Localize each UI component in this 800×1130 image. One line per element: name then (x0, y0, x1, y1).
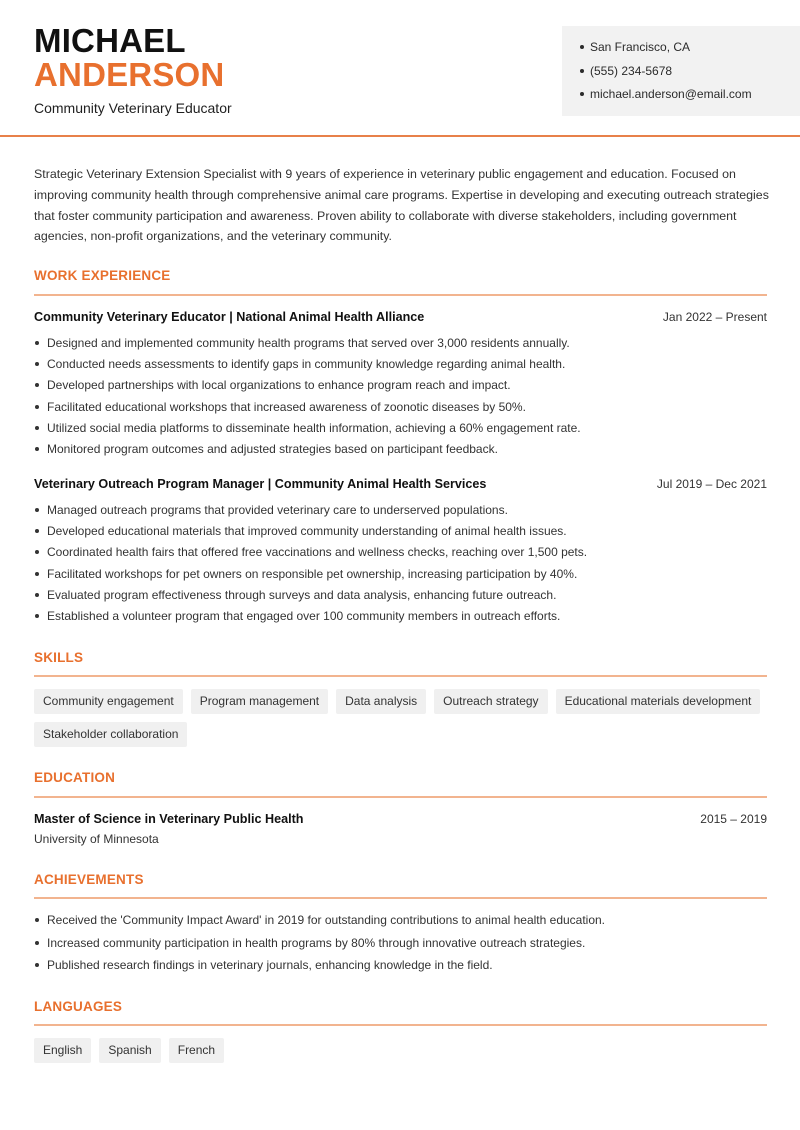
candidate-name (34, 24, 224, 91)
skill-tag: Data analysis (336, 689, 426, 714)
first-name: MICHAEL (34, 22, 186, 59)
list-item: Evaluated program effectiveness through surveys and data analysis, enhancing future outreach. (34, 588, 769, 609)
list-item: Published research findings in veterinary journals, enhancing knowledge in the field. (34, 958, 769, 981)
professional-summary: Strategic Veterinary Extension Specialist with 9 years of experience in veterinary public engagement and education. Focused on improving community health through comprehensive animal care programs. Expertise in developing and executing outreach strategies that foster community participation and awareness. Proven ability to collaborate with diverse stakeholders, including government agencies, non-profit organizations, and the veterinary community. (34, 167, 769, 244)
contact-email: michael.anderson@email.com (580, 87, 800, 111)
resume-header (0, 0, 800, 137)
contact-location: San Francisco, CA (580, 40, 800, 64)
section-title-achievements: ACHIEVEMENTS (34, 872, 144, 887)
skill-tag: Stakeholder collaboration (34, 722, 187, 747)
section-divider (34, 897, 767, 899)
section-divider (34, 675, 767, 677)
list-item: Developed partnerships with local organizations to enhance program reach and impact. (34, 378, 769, 399)
skills-list (34, 689, 769, 747)
achievements-list (34, 913, 769, 981)
education-dates: 2015 – 2019 (700, 812, 767, 826)
section-title-skills: SKILLS (34, 650, 84, 665)
contact-phone: (555) 234-5678 (580, 64, 800, 88)
language-tag: Spanish (99, 1038, 160, 1063)
job-dates: Jul 2019 – Dec 2021 (656, 477, 767, 491)
section-divider (34, 294, 767, 296)
list-item: Conducted needs assessments to identify gaps in community knowledge regarding animal health. (34, 357, 769, 378)
job-dates: Jan 2022 – Present (662, 310, 767, 324)
job-bullets (34, 336, 769, 463)
contact-box (562, 26, 800, 116)
education-school: University of Minnesota (34, 832, 159, 846)
language-tag: English (34, 1038, 91, 1063)
language-tag: French (169, 1038, 224, 1063)
section-divider (34, 1024, 767, 1026)
education-degree: Master of Science in Veterinary Public Health (34, 812, 304, 826)
skill-tag: Program management (191, 689, 328, 714)
section-title-work: WORK EXPERIENCE (34, 268, 171, 283)
list-item: Coordinated health fairs that offered free vaccinations and wellness checks, reaching over 1,500 pets. (34, 545, 769, 566)
skill-tag: Outreach strategy (434, 689, 547, 714)
job-heading: Veterinary Outreach Program Manager | Community Animal Health Services (34, 477, 487, 491)
list-item: Managed outreach programs that provided veterinary care to underserved populations. (34, 503, 769, 524)
list-item: Designed and implemented community health programs that served over 3,000 residents annually. (34, 336, 769, 357)
skill-tag: Educational materials development (556, 689, 761, 714)
list-item: Facilitated workshops for pet owners on responsible pet ownership, increasing participation by 40%. (34, 567, 769, 588)
job-bullets (34, 503, 769, 630)
section-divider (34, 796, 767, 798)
last-name: ANDERSON (34, 56, 225, 93)
job-title: Community Veterinary Educator (34, 100, 232, 116)
list-item: Increased community participation in health programs by 80% through innovative outreach strategies. (34, 936, 769, 959)
list-item: Utilized social media platforms to disseminate health information, achieving a 60% engagement rate. (34, 421, 769, 442)
languages-list (34, 1038, 769, 1063)
list-item: Received the 'Community Impact Award' in 2019 for outstanding contributions to animal health education. (34, 913, 769, 936)
list-item: Monitored program outcomes and adjusted strategies based on participant feedback. (34, 442, 769, 463)
section-title-education: EDUCATION (34, 770, 116, 785)
job-heading: Community Veterinary Educator | National Animal Health Alliance (34, 310, 425, 324)
section-title-languages: LANGUAGES (34, 999, 123, 1014)
list-item: Facilitated educational workshops that increased awareness of zoonotic diseases by 50%. (34, 400, 769, 421)
list-item: Developed educational materials that improved community understanding of animal health issues. (34, 524, 769, 545)
skill-tag: Community engagement (34, 689, 183, 714)
list-item: Established a volunteer program that engaged over 100 community members in outreach efforts. (34, 609, 769, 630)
